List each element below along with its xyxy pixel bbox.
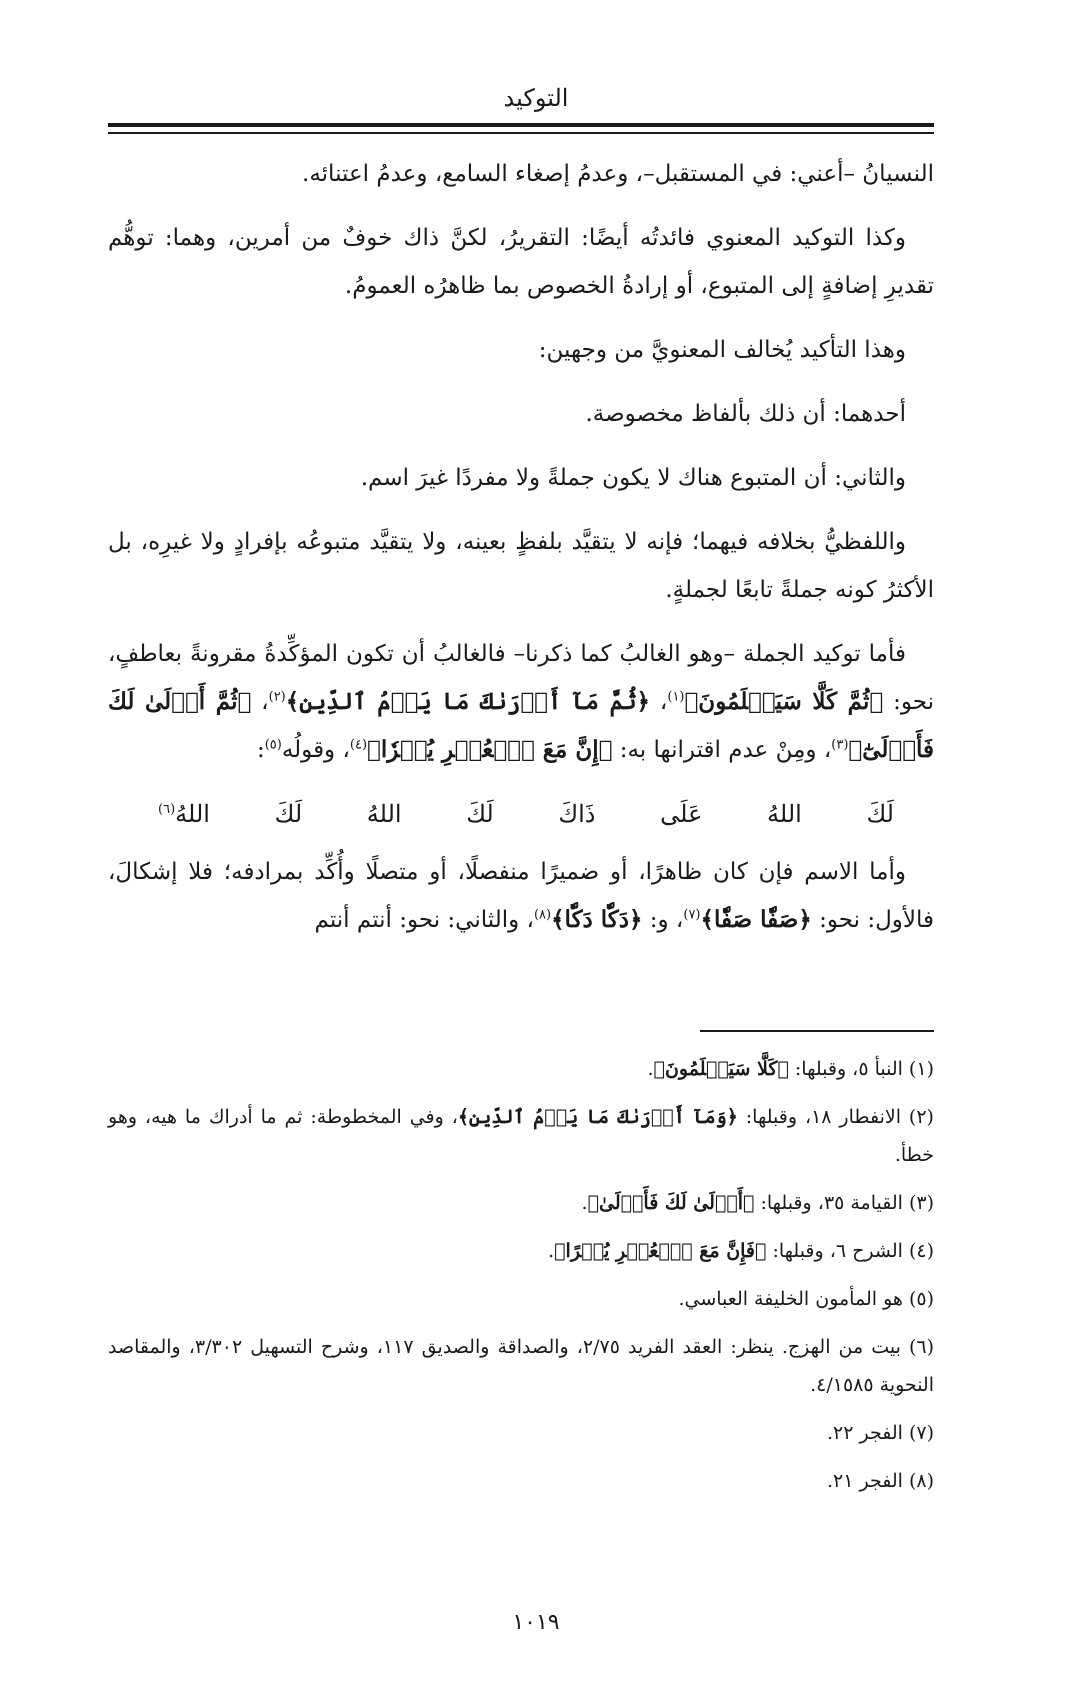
footnote-2 [108, 1098, 934, 1174]
text-run: ، [650, 689, 668, 715]
text-run: ، والثاني: نحو: أنتم أنتم [314, 907, 534, 933]
main-text [108, 150, 934, 960]
running-header-title: التوكيد [503, 84, 569, 112]
footnote-7: (٧) الفجر ٢٢. [826, 1422, 934, 1444]
paragraph-8 [108, 848, 934, 944]
verse-word: لَكَ [274, 800, 303, 828]
verse-word: عَلَى [660, 800, 703, 828]
paragraph-6: واللفظيُّ بخلافه فيهما؛ فإنه لا يتقيَّد بلفظٍ بعينه، ولا يتقيَّد متبوعُه بإفرادٍ ولا غيرِه، بل الأكثرُ كونه جملةً تابعًا لجملةٍ. [108, 529, 934, 603]
verse-word: لَكَ [866, 800, 894, 828]
paragraph-3: وهذا التأكيد يُخالف المعنويَّ من وجهين: [538, 337, 906, 363]
text-run: . [581, 1192, 588, 1214]
verse-word: اللهُ [366, 800, 402, 828]
header-rule-thick [108, 123, 934, 127]
quran-quote: ﴿إِنَّ مَعَ ٱلۡعُسۡرِ يُسۡرٗا﴾ [367, 736, 613, 763]
verse-word: لَكَ [466, 800, 494, 828]
paragraph-7 [108, 630, 934, 774]
footnote-8: (٨) الفجر ٢١. [826, 1470, 934, 1492]
footnote-5: (٥) هو المأمون الخليفة العباسي. [678, 1288, 934, 1310]
footnote-4 [108, 1232, 934, 1270]
page-number: ١٠١٩ [512, 1610, 560, 1635]
paragraph-4: أحدهما: أن ذلك بألفاظ مخصوصة. [585, 401, 906, 427]
quran-quote: ﴿ثُمَّ كَلَّا سَيَعۡلَمُونَ﴾ [684, 688, 884, 715]
footnote-6: (٦) بيت من الهزج. ينظر: العقد الفريد ٢/٧٥، والصداقة والصديق ١١٧، وشرح التسهيل ٣/٣٠٢، والمقاصد النحوية ٤/١٥٨٥. [108, 1336, 935, 1396]
text-run: . [647, 1058, 654, 1080]
text-run: : [256, 737, 265, 763]
text-run: (٢) الانفطار ١٨، وقبلها: [737, 1106, 934, 1128]
quran-quote: ﴿ثُمَّ أَوۡلَىٰ لَكَ فَأَوۡلَىٰٓ﴾ [108, 688, 934, 763]
footnote-ref: (٧) [683, 907, 701, 923]
text-run: (٤) الشرح ٦، وقبلها: [766, 1240, 934, 1262]
quran-quote: ﴿كَلَّا سَيَعۡلَمُونَ﴾ [653, 1058, 789, 1080]
text-run: (١) النبأ ٥، وقبلها: [788, 1058, 934, 1080]
footnote-ref: (٥) [264, 737, 282, 753]
footnote-ref: (٨) [533, 907, 552, 923]
footnote-ref: (٤) [349, 737, 368, 753]
paragraph-1: النسيانُ –أعني: في المستقبل–، وعدمُ إصغاء السامع، وعدمُ اعتنائه. [302, 161, 934, 187]
verse-word: اللهُ [767, 800, 802, 828]
text-run: فأما توكيد الجملة –وهو الغالبُ كما ذكرنا– فالغالبُ أن تكون المؤكِّدةُ مقرونةً بعاطفٍ، نحو: [108, 641, 934, 715]
poetry-verse [108, 790, 934, 838]
header-rule-thin [108, 132, 934, 134]
text-run: ، ومِنْ عدم اقترانها به: [612, 737, 832, 763]
quran-quote: ﴿ثُمَّ مَآ أَدۡرَىٰكَ مَا يَوۡمُ ٱلدِّينِ﴾ [285, 688, 651, 715]
quran-quote: ﴿صَفّٗا صَفّٗا﴾ [700, 906, 812, 933]
paragraph-5: والثاني: أن المتبوع هناك لا يكون جملةً ولا مفردًا غيرَ اسم. [360, 465, 906, 491]
verse-word: اللهُ [175, 800, 210, 828]
verse-word: ذَاكَ [558, 800, 596, 828]
text-run: وأما الاسم فإن كان ظاهرًا، أو ضميرًا منفصلًا، أو متصلًا وأُكِّد بمرادفه؛ فلا إشكالَ، فالأول: نحو: [108, 859, 934, 933]
quran-quote: ﴿فَإِنَّ مَعَ ٱلۡعُسۡرِ يُسۡرًا﴾ [554, 1240, 767, 1262]
text-run: . [548, 1240, 555, 1262]
quran-quote: ﴿وَمَآ أَدۡرَىٰكَ مَا يَوۡمُ ٱلدِّينِ﴾ [457, 1106, 738, 1128]
footnote-3 [108, 1184, 934, 1222]
text-run: ، و: [642, 907, 684, 933]
footnote-separator [700, 1030, 934, 1032]
footnote-ref: (١) [667, 689, 685, 705]
text-run: (٣) القيامة ٣٥، وقبلها: [754, 1192, 934, 1214]
text-run: ، وقولُه [281, 737, 350, 763]
verse-word-last [158, 790, 210, 838]
footnote-ref: (٦) [158, 802, 176, 817]
paragraph-2: وكذا التوكيد المعنوي فائدتُه أيضًا: التقريرُ، لكنَّ ذاك خوفٌ من أمرين، وهما: توهُّم تقديرِ إضافةٍ إلى المتبوع، أو إرادةُ الخصوص بما ظاهرُه العمومُ. [108, 225, 934, 299]
footnote-ref: (٣) [831, 737, 849, 753]
footnote-ref: (٢) [268, 689, 286, 705]
quran-quote: ﴿أَوۡلَىٰ لَكَ فَأَوۡلَىٰ﴾ [587, 1192, 755, 1214]
footnote-1 [108, 1050, 934, 1088]
footnotes [108, 1050, 934, 1510]
text-run: ، وفي المخطوطة: ثم ما أدراك ما هيه، وهو خطأ. [108, 1106, 934, 1166]
quran-quote: ﴿دَكّٗا دَكّٗا﴾ [551, 906, 643, 933]
text-run: ، [251, 689, 269, 715]
